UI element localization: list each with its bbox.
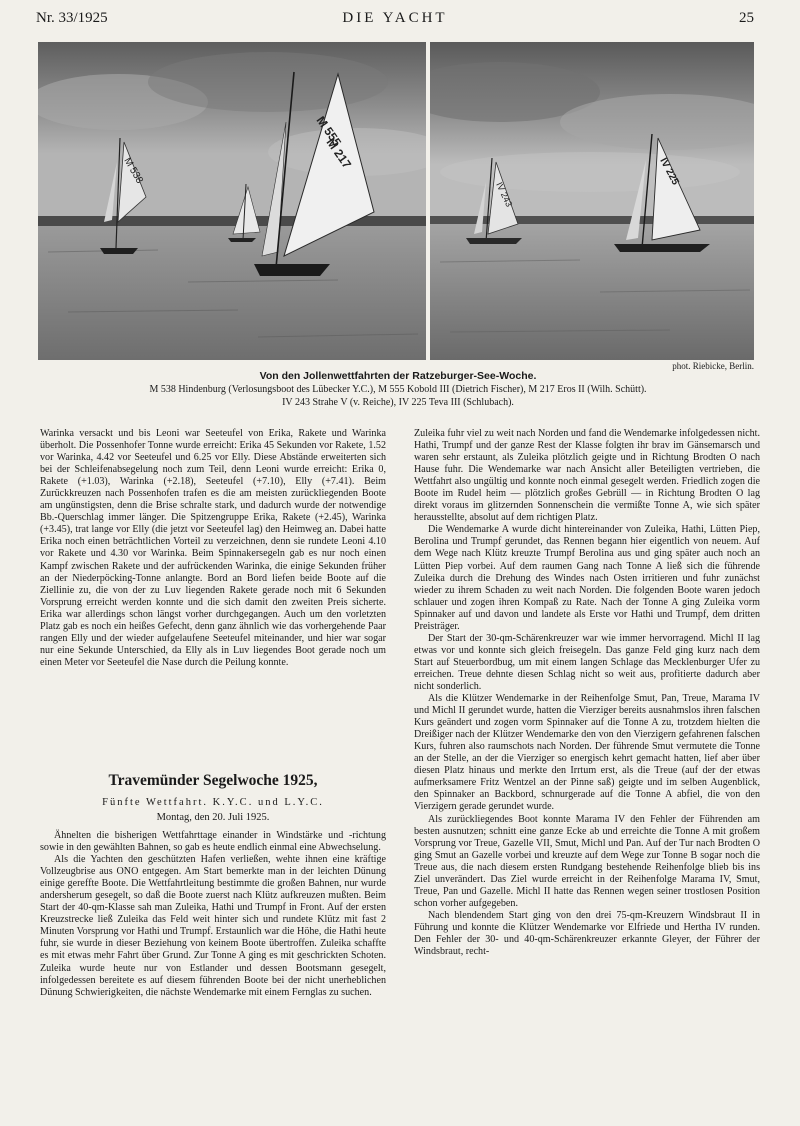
sailing-photo-left — [38, 42, 426, 360]
sail-number-m538: M 538 — [121, 156, 145, 186]
caption-line-2: IV 243 Strahe V (v. Reiche), IV 225 Teva III (Schlubach). — [282, 397, 514, 408]
left-paragraph: Warinka versackt und bis Leoni war Seeteufel von Erika, Rakete und Warinka überholt. Die Possenhofer Tonne wurde erreicht: Erika 45 Sekunden vor Rakete, 1.52 vor Warinka, 4.42 vor Seeteufel und 6.25 vor Elly. Diese Abstände erweiterten sich bei der Schleifenabsegelung noch zum Teil, denn Leoni wurde erreicht: Erika 0, Rakete (+1.03), Warinka (+2.18), Seeteufel (+7.10), Elly (+7.41). Beim Zurückkreuzen nach Possenhofen trafen es die am meisten zurückliegenden Boote am ungünstigsten, denn die Brise schralte stark, und dadurch wurde der notwendige Bb.-Querschlag immer länger. Die Spitzengruppe Erika, Rakete (+2.45), Warinka (+3.45), trat lange vor Elly (die jetzt vor Seeteufel lag) den Heimweg an. Dabei hatte Erika noch einen beträchtlichen Vorteil zu verzeichnen, denn sie rundete Leoni 4.10 vor Rakete und 4.30 vor Warinka. Beim Spinnakersegeln gab es nur noch einen Kampf zwischen Rakete und der aufrückenden Warinka, die einige Sekunden früher an der Niederpöcking-Tonne anlangte. Bord an Bord liefen beide Boote auf die Ziellinie zu, die von der zu Luv liegenden Rakete gerade noch mit 6 Sekunden Vorsprung erreicht werden konnte und die sich damit den zweiten Preis sicherte. Erika war allerdings schon längst vorher durchgegangen. Auch um den vorletzten Platz gab es noch ein heißes Gefecht, denn ganz ähnlich wie das vorhergehende Paar rangen Elly und der wieder aufgelaufene Seeteufel miteinander, und hier war sogar nur eine Sekunde Unterschied, da Elly als in Luv liegendes Boot gerade noch um einen Meter vor Seeteufel die Nase durch die Peilung konnte. — [40, 428, 386, 668]
article-date: Montag, den 20. Juli 1925. — [156, 812, 270, 823]
article-title: Travemünder Segelwoche 1925, — [108, 772, 318, 789]
right-paragraph: Die Wendemarke A wurde dicht hintereinander von Zuleika, Hathi, Lütten Piep, Berolina und Trumpf gerundet, das Rennen begann hier eigentlich von neuem. Auf dem Wege nach Klütz kreuzte Trumpf Berolina aus und ging später auch noch an Lütten Piep vorbei. Auf dem raumen Gang nach Tonne A ließ sich die führende Zuleika durch die Drehung des Windes nach Osten irritieren und fuhr zunächst wieder zu ihrem Schaden zu weit nach Norden. Die folgenden Boote waren jedoch schlauer und zogen ihren Kompaß zu Rate. Nach der Tonne A ging Zuleika vorm Spinnaker auf und davon und landete als Erste vor Hathi und Trumpf, dem dritten Preisträger. — [414, 524, 760, 632]
sail-number-iv225: IV 225 — [657, 156, 681, 187]
issue-number: Nr. 33/1925 — [36, 10, 108, 26]
photo-strip — [38, 42, 754, 360]
right-column — [414, 428, 760, 958]
sail-number-m217: M 217 — [323, 135, 355, 172]
right-paragraph: Zuleika fuhr viel zu weit nach Norden und fand die Wendemarke infolgedessen nicht. Hathi, Trumpf und der ganze Rest der Klasse folgten ihr brav im Gänsemarsch und waren sehr erstaunt, als Zuleika plötzlich geigte und in Richtung Brodten O nach Hause fuhr. Die Wendemarke war nach Ansicht aller Beteiligten vertrieben, die Wettfahrt also ungültig und konnte noch einmal gesegelt werden. Friedlich zogen die Boote im Rudel heim — plötzlich großes Gebrüll — in Richtung Brodten O lag direkt voraus im glitzernden Sonnenschein die vermißte Tonne A, wie sich später herausstellte, absolut auf dem richtigen Platz. — [414, 428, 760, 524]
magazine-title: DIE YACHT — [342, 10, 448, 26]
article-body — [40, 830, 386, 999]
right-paragraph: Als zurückliegendes Boot konnte Marama IV den Fehler der Führenden am besten ausnutzen; schnitt eine ganze Ecke ab und erreichte die Tonne A mit großem Vorsprung vor Treue, Gazelle VII, Smut, Michl und Pan. Auf der Tur nach Brodten O ging Smut an Gazelle vorbei und kreuzte auf dem Wege zur Tonne B sogar noch die Treue aus, die nach diesem ersten Rundgang bestehende Reihenfolge blieb bis ins Ziel unverändert. Das Ziel wurde erreicht in der Reihenfolge Marama IV, Smut, Treue, Pan und Gazelle. Michl II hatte das Rennen wegen seiner trostlosen Position schon vorher aufgegeben. — [414, 813, 760, 909]
article-subtitle: Fünfte Wettfahrt. K.Y.C. und L.Y.C. — [102, 797, 324, 808]
sail-number-iv243: IV 243 — [494, 180, 515, 209]
page-header — [36, 10, 754, 32]
sail-number-m555: M 555 — [313, 113, 345, 150]
article-paragraph: Als die Yachten den geschützten Hafen verließen, wehte ihnen eine kräftige Vollzeugbrise aus ONO entgegen. Am Start bemerkte man in der leichten Dünung einige gereffte Boote. Die Wettfahrtleitung bestimmte die großen Bahnen, nur wurde andersherum gesegelt, so daß die Boote zuerst nach Klütz aufkreuzen mußten. Beim Start der 40-qm-Klasse sah man Zuleika, Hathi und Trumpf in Front. Auf der ersten Kreuzstrecke ließ Zuleika das Feld weit hinter sich und rundete Klütz mit fast 2 Minuten Vorsprung vor Hathi und Trumpf. Erstaunlich war die Höhe, die Hathi heute fuhr, sie wurde in dieser Beziehung von keinem Boote übertroffen. Zuleika schaffte es mit etwas mehr Fahrt über Grund. Zur Tonne A ging es mit geschrickten Schoten. Zuleika wurde heute nur von Estlander und dessen Bootsmann gesegelt, infolgedessen bereitete es auf diesem führenden Boote bei der nicht unerheblichen Dünung Schwierigkeiten, die nächste Wendemarke mit einem Fernglas zu suchen. — [40, 854, 386, 998]
right-paragraph: Nach blendendem Start ging von den drei 75-qm-Kreuzern Windsbraut II in Führung und konnte die Klützer Wendemarke vor Elfriede und Hertha IV runden. Den Fehler der 30- und 40-qm-Schärenkreuzer erkannte Gleyer, der Führer der Windsbraut, recht- — [414, 909, 760, 958]
caption-line-1: M 538 Hindenburg (Verlosungsboot des Lübecker Y.C.), M 555 Kobold III (Dietrich Fischer), M 217 Eros II (Wilh. Schütt). — [149, 384, 647, 395]
sailing-photo-right — [430, 42, 754, 360]
article-paragraph: Ähnelten die bisherigen Wettfahrttage einander in Windstärke und -richtung sowie in den gewählten Bahnen, so gab es heute endlich einmal eine Abwechselung. — [40, 830, 386, 854]
caption-title: Von den Jollenwettfahrten der Ratzeburger-See-Woche. — [259, 370, 537, 382]
left-column — [40, 428, 386, 669]
page-number: 25 — [739, 10, 754, 26]
right-paragraph: Der Start der 30-qm-Schärenkreuzer war wie immer hervorragend. Michl II lag etwas vor und konnte sich gleich freisegeln. Das ganze Feld ging kurz nach dem Start auf Steuerbordbug, um mit einem langen Schlage das Mecklenburger Ufer zu erreichen. Treue dehnte diesen Schlag nicht so weit aus, profitierte dadurch aber nicht sonderlich. — [414, 632, 760, 692]
right-paragraph: Als die Klützer Wendemarke in der Reihenfolge Smut, Pan, Treue, Marama IV und Michl II gerundet wurde, hatten die Vierziger bereits ausnahmslos ihren falschen Kurs geändert und zogen vorm Spinnaker auf die Tonne A zu, trotzdem hielten die Dreißiger nach der Klützer Wendemarke den von den Vierzigern gefahrenen falschen Kurs, fuhren also raumschots nach Norden. Der führende Smut vermutete die Tonne an der Stelle, an der die Vierziger so energisch kehrt gemacht hatten, lief aber über diesen Platz hinaus und merkte den Irrtum erst, als die Treue (auf der der etwas aufmerksamere Fritz Wentzel an der Pinne saß) geigte und im selben Augenblick, den Spinnaker an Backbord, schnurgerade auf die Tonne A abfiel, die von den Vierzigern gerade gerundet wurde. — [414, 693, 760, 813]
photo-credit: phot. Riebicke, Berlin. — [672, 361, 754, 371]
